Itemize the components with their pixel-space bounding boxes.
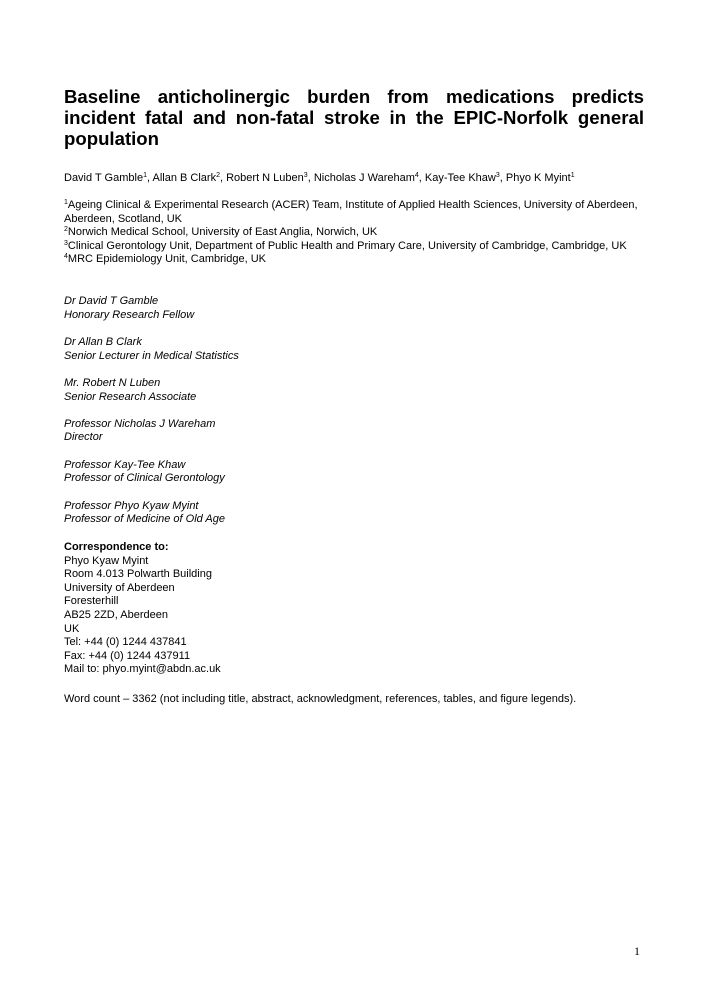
- affiliation-text: Norwich Medical School, University of East Anglia, Norwich, UK: [67, 226, 378, 239]
- affiliation-text: Ageing Clinical & Experimental Research (ACER) Team, Institute of Applied Health Sciences, University of Aberdeen, Aberdeen, Scotland, UK: [64, 199, 638, 225]
- page-title: Baseline anticholinergic burden from medications predicts incident fatal and non-fatal stroke in the EPIC-Norfolk general population: [64, 86, 644, 149]
- author-role-block: [64, 336, 464, 363]
- author-affiliation-mark: 3: [495, 172, 500, 179]
- author-affiliation-mark: 3: [303, 172, 308, 179]
- person-role: Director: [64, 431, 103, 444]
- correspondence-line: AB25 2ZD, Aberdeen: [64, 608, 168, 621]
- affiliation: [64, 226, 644, 240]
- affiliation-number: 4: [64, 253, 68, 261]
- author-name: Phyo K Myint: [505, 172, 571, 184]
- affiliation: [64, 240, 644, 254]
- affiliation-number: 2: [64, 226, 68, 234]
- author-role-block: [64, 459, 464, 486]
- author-role-block: [64, 377, 464, 404]
- author-affiliation-mark: 1: [143, 172, 147, 179]
- author-affiliation-mark: 1: [570, 172, 575, 179]
- affiliation-number: 1: [64, 199, 68, 206]
- person-name: Dr David T Gamble: [64, 295, 159, 307]
- affiliation-number: 3: [64, 239, 68, 247]
- author-list: David T Gamble$^1$, Allan B Clark$^2$, Robert N Luben$^3$, Nicholas J Wareham$^4$, Kay-Tee Khaw$^3$, Phyo K Myint$^1$: [64, 172, 575, 184]
- correspondence-line: Fax: +44 (0) 1244 437911: [64, 649, 191, 662]
- person-role: Professor of Medicine of Old Age: [64, 513, 226, 526]
- author-name: David T Gamble: [64, 172, 144, 184]
- correspondence-line: UK: [64, 622, 80, 635]
- person-name: Mr. Robert N Luben: [64, 376, 161, 389]
- person-role: Honorary Research Fellow: [64, 308, 195, 321]
- affiliation: [64, 199, 644, 226]
- author-affiliation-mark: 2: [216, 172, 220, 179]
- author-role-block: [64, 418, 464, 445]
- author-name: Nicholas J Wareham: [313, 172, 415, 184]
- person-role: Senior Lecturer in Medical Statistics: [64, 349, 239, 362]
- author-role-block: [64, 500, 464, 527]
- affiliation-text: MRC Epidemiology Unit, Cambridge, UK: [67, 253, 266, 266]
- correspondence-line: Phyo Kyaw Myint: [64, 554, 149, 567]
- person-name: Professor Kay-Tee Khaw: [64, 458, 186, 471]
- correspondence-line: Foresterhill: [64, 595, 119, 608]
- affiliation: [64, 253, 644, 267]
- correspondence-line: Room 4.013 Polwarth Building: [64, 568, 212, 581]
- person-role: Senior Research Associate: [64, 390, 197, 403]
- word-count: Word count – 3362 (not including title, abstract, acknowledgment, references, tables, and figure legends).: [64, 693, 577, 705]
- correspondence-email: Mail to: phyo.myint@abdn.ac.uk: [64, 663, 221, 676]
- person-name: Professor Nicholas J Wareham: [64, 417, 216, 430]
- affiliation-text: Clinical Gerontology Unit, Department of Public Health and Primary Care, University of Cambridge, Cambridge, UK: [67, 239, 627, 252]
- affiliation-list: [64, 199, 644, 267]
- person-name: Dr Allan B Clark: [64, 335, 142, 348]
- correspondence-block: [64, 541, 464, 677]
- author-roles: [64, 295, 464, 540]
- author-name: Kay-Tee Khaw: [424, 172, 496, 184]
- author-name: Robert N Luben: [226, 172, 304, 184]
- author-role-block: [64, 295, 464, 322]
- correspondence-line: University of Aberdeen: [64, 581, 175, 594]
- person-role: Professor of Clinical Gerontology: [64, 472, 225, 485]
- correspondence-heading: Correspondence to:: [64, 541, 169, 553]
- author-name: Allan B Clark: [152, 172, 217, 184]
- page-number: 1: [634, 944, 640, 958]
- author-affiliation-mark: 4: [414, 172, 419, 179]
- correspondence-line: Tel: +44 (0) 1244 437841: [64, 636, 187, 649]
- person-name: Professor Phyo Kyaw Myint: [64, 499, 199, 512]
